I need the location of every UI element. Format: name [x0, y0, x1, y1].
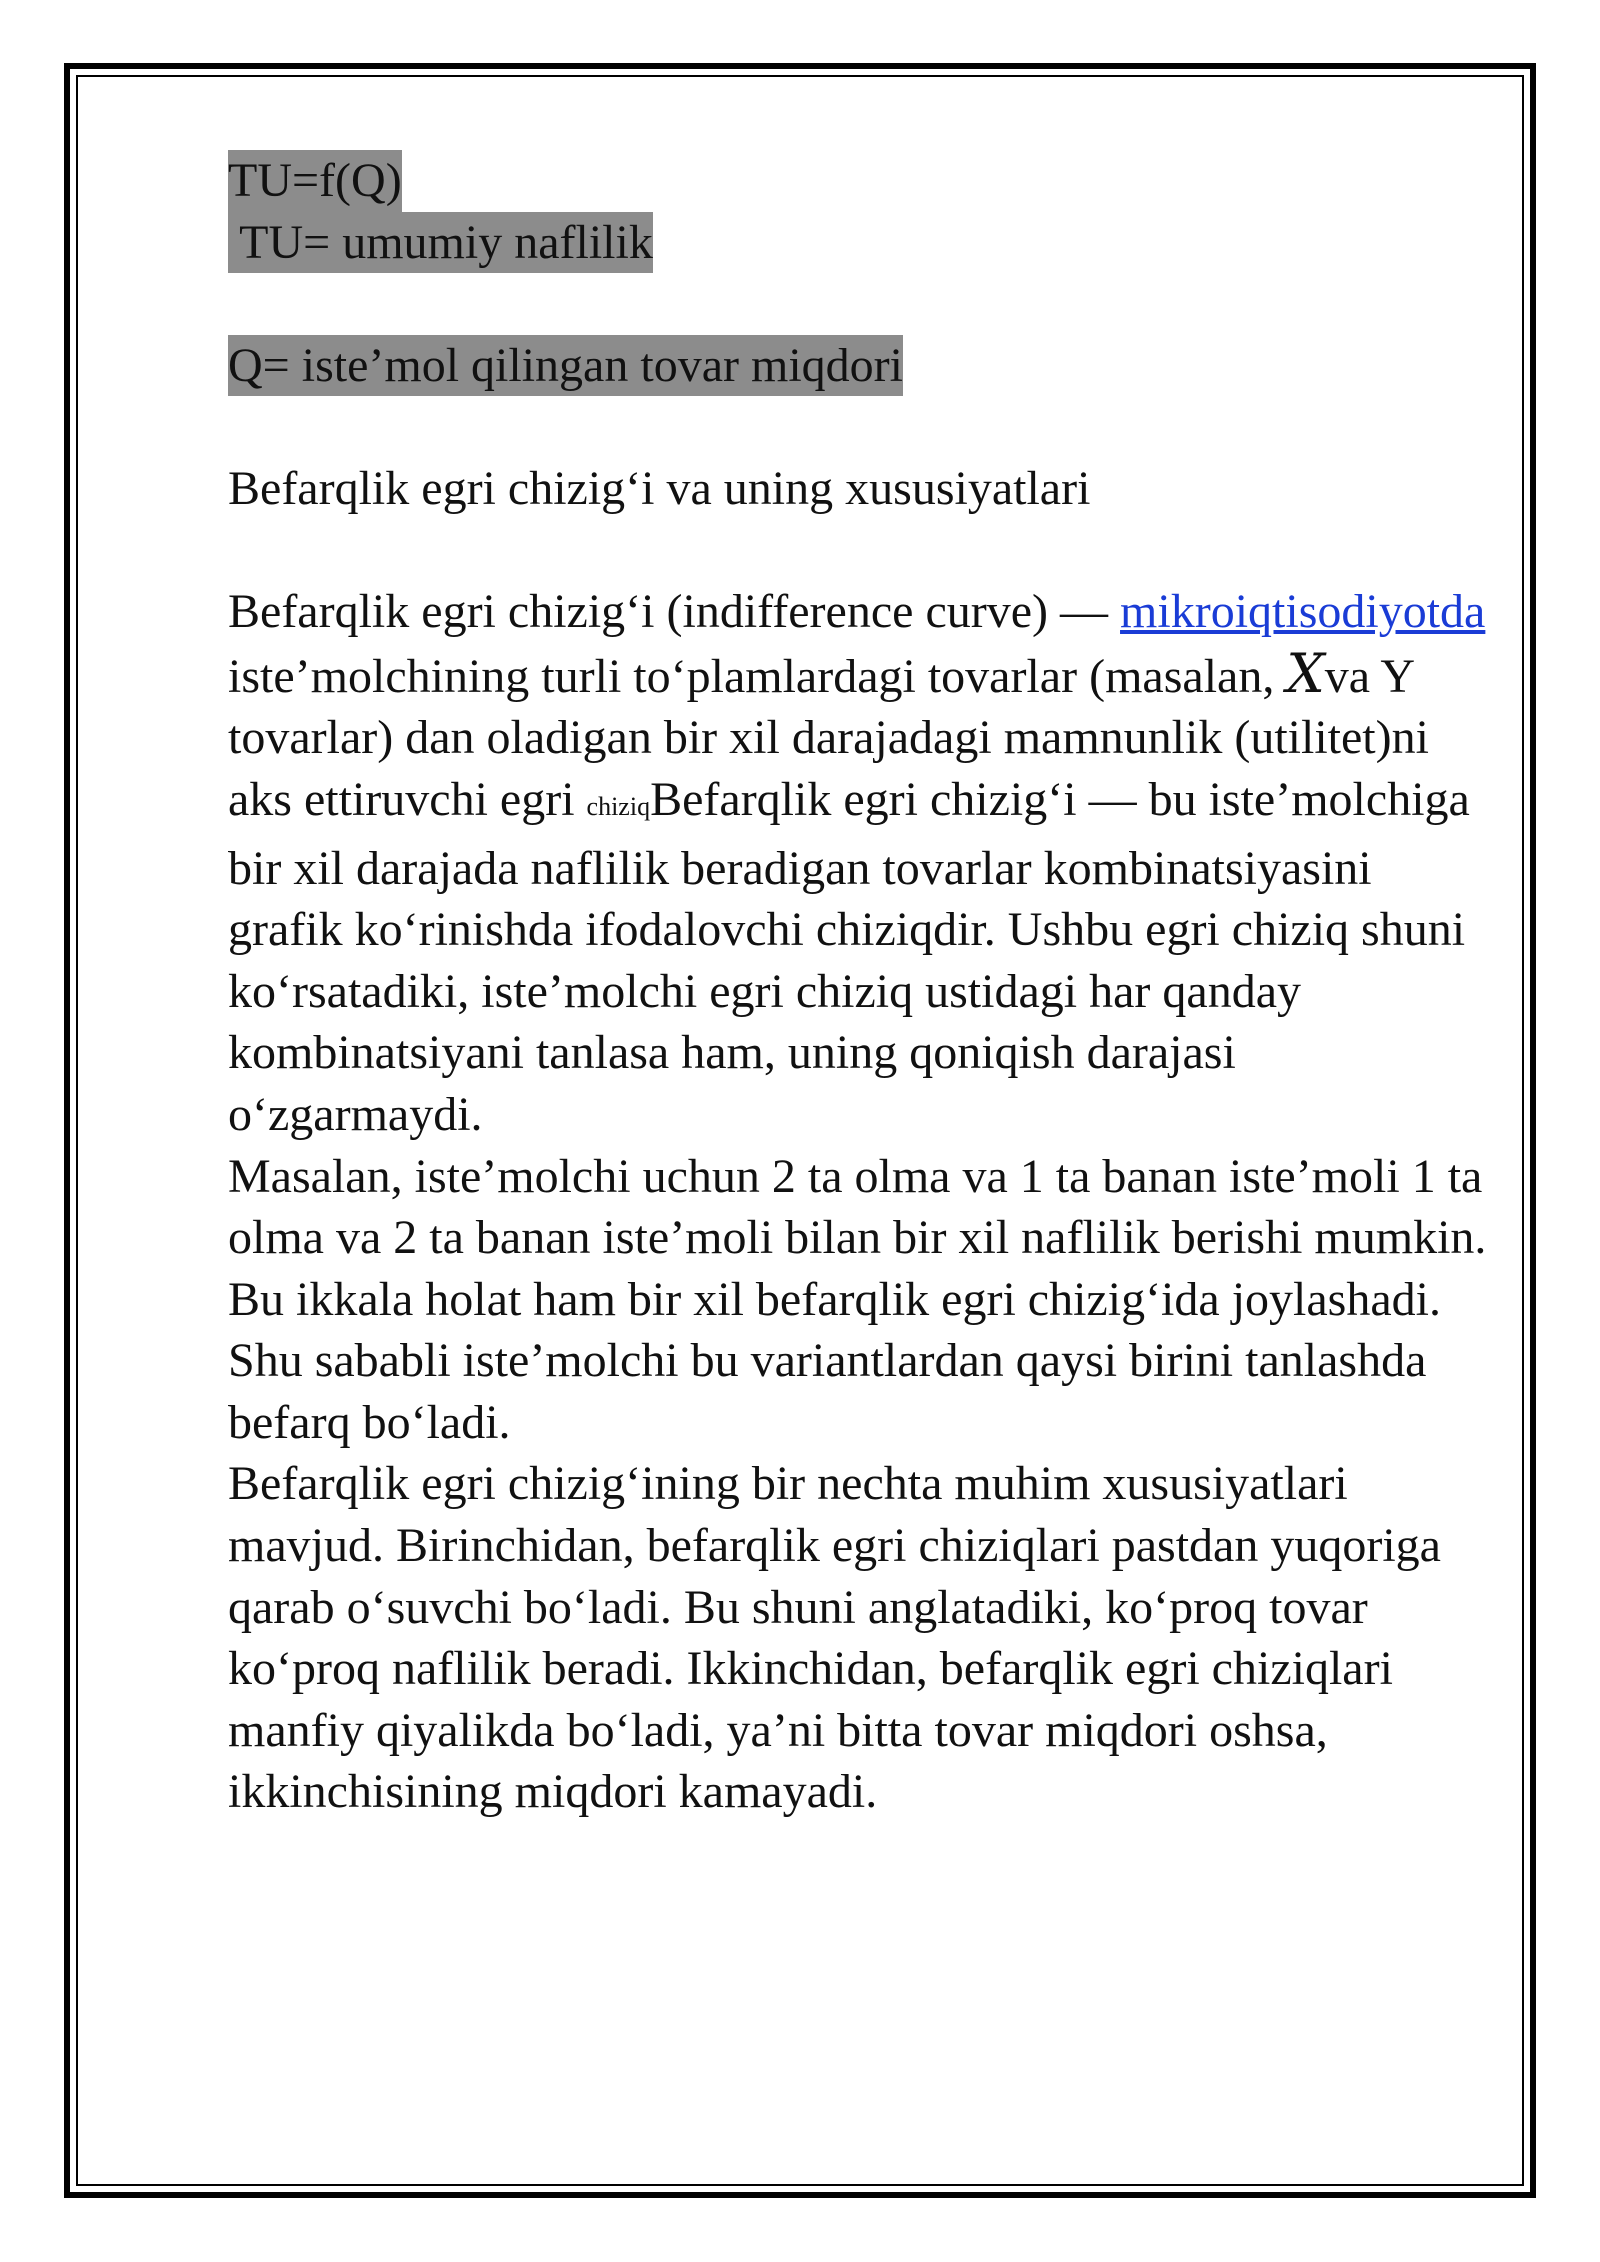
paragraph-definition-lead: Befarqlik egri chizig‘i (indifference curve) — [228, 585, 1121, 639]
formula-line-3: Q= iste’mol qilingan tovar miqdori [228, 335, 903, 397]
paragraph-definition-text-b: va Y tovarlar) dan oladigan bir xil darajadagi mamnunlik (utilitet)ni aks ettiruvchi egri [228, 649, 1429, 826]
section-heading: Befarqlik egri chizig‘i va uning xususiyatlari [228, 461, 1091, 515]
formula-line-2: TU= umumiy naflilik [228, 212, 653, 274]
document-body [228, 150, 1498, 1823]
spacer [228, 273, 1498, 335]
formula-line-3-wrap [228, 335, 1498, 397]
small-word: chiziq [586, 791, 651, 821]
paragraph-definition [228, 581, 1498, 1145]
formula-block [228, 150, 1498, 212]
formula-line-2-wrap [228, 212, 1498, 274]
paragraph-definition-text-a: iste’molchining turli to‘plamlardagi tovarlar (masalan, [228, 649, 1287, 703]
formula-line-1: TU=f(Q) [228, 150, 402, 212]
paragraph-example: Masalan, iste’molchi uchun 2 ta olma va 1 ta banan iste’moli 1 ta olma va 2 ta banan iste’moli bilan bir xil naflilik berishi mumkin. Bu ikkala holat ham bir xil befarqlik egri chizig‘ida joylashadi. Shu sababli iste’molchi bu variantlardan qaysi birini tanlashda befarq bo‘ladi. [228, 1149, 1487, 1449]
spacer [228, 520, 1498, 582]
paragraph-properties: Befarqlik egri chizig‘ining bir nechta muhim xususiyatlari mavjud. Birinchidan, befarqlik egri chiziqlari pastdan yuqoriga qarab o‘suvchi bo‘ladi. Bu shuni anglatadiki, ko‘proq tovar ko‘proq naflilik beradi. Ikkinchidan, befarqlik egri chiziqlari manfiy qiyalikda bo‘ladi, ya’ni bitta tovar miqdori oshsa, ikkinchisining miqdori kamayadi. [228, 1457, 1441, 1819]
mikroiqtisodiyot-link[interactable]: mikroiqtisodiyotda [1120, 585, 1486, 639]
variable-x: X [1286, 641, 1325, 705]
paragraph-definition-text-c: Befarqlik egri chizig‘i — bu iste’molchiga bir xil darajada naflilik beradigan tovarlar kombinatsiyasini grafik ko‘rinishda ifodalovchi chiziqdir. Ushbu egri chiziq shuni ko‘rsatadiki, iste’molchi egri chiziq ustidagi har qanday kombinatsiyani tanlasa ham, uning qoniqish darajasi o‘zgarmaydi. [228, 772, 1470, 1141]
spacer [228, 396, 1498, 458]
